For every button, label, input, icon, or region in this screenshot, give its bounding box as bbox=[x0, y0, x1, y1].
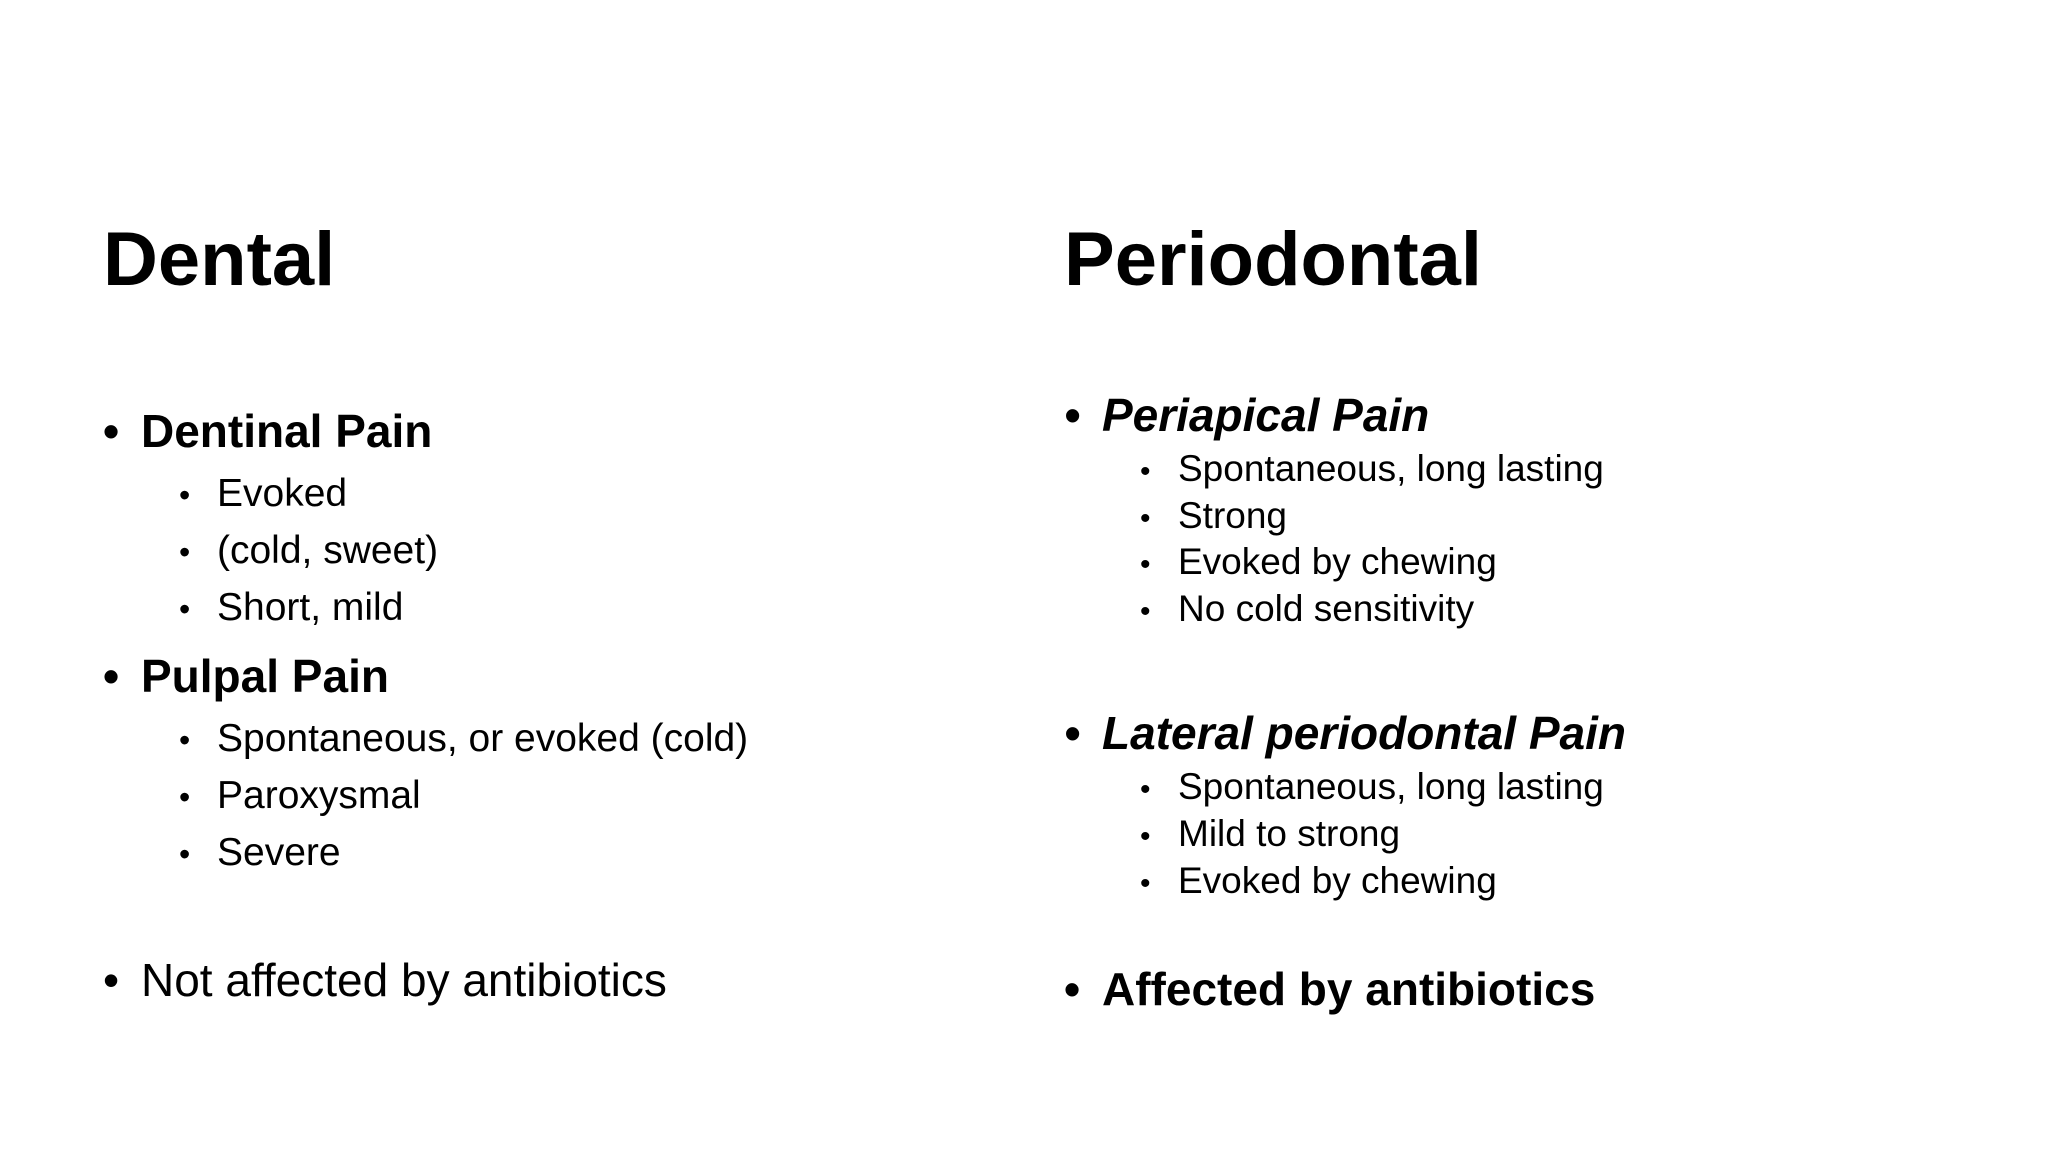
list-item: • Evoked bbox=[179, 472, 348, 515]
list-item: • Spontaneous, long lasting bbox=[1140, 448, 1604, 489]
periodontal-heading: Periodontal bbox=[1064, 217, 1483, 302]
list-item: • Mild to strong bbox=[1140, 813, 1401, 854]
dentinal-pain-item bbox=[103, 405, 433, 457]
lateral-periodontal-pain-item: • Lateral periodontal Pain bbox=[1064, 707, 1626, 759]
periapical-pain-title: Periapical Pain bbox=[1102, 389, 1430, 441]
pulpal-pain-title: Pulpal Pain bbox=[141, 650, 389, 702]
list-item: • (cold, sweet) bbox=[179, 529, 439, 572]
list-item: • No cold sensitivity bbox=[1140, 588, 1475, 629]
bullet-glyph: • bbox=[103, 405, 120, 457]
list-item: • Paroxysmal bbox=[179, 774, 421, 817]
antibiotics-note: • Not affected by antibiotics bbox=[103, 954, 667, 1006]
list-item: • Severe bbox=[179, 831, 341, 874]
list-item: • Spontaneous, or evoked (cold) bbox=[179, 717, 749, 760]
list-item: • Evoked by chewing bbox=[1140, 860, 1497, 901]
list-item: • Evoked by chewing bbox=[1140, 541, 1497, 582]
dental-heading: Dental bbox=[103, 217, 336, 302]
dentinal-pain-title: Dentinal Pain bbox=[141, 405, 433, 457]
pulpal-pain-item: • Pulpal Pain bbox=[103, 650, 389, 702]
periapical-pain-item: • Periapical Pain bbox=[1064, 389, 1430, 441]
lateral-periodontal-pain-title: Lateral periodontal Pain bbox=[1102, 707, 1626, 759]
list-item: • Spontaneous, long lasting bbox=[1140, 766, 1604, 807]
antibiotics-note: • Affected by antibiotics bbox=[1064, 963, 1596, 1015]
list-item: • Strong bbox=[1140, 495, 1288, 536]
list-item: • Short, mild bbox=[179, 586, 404, 629]
